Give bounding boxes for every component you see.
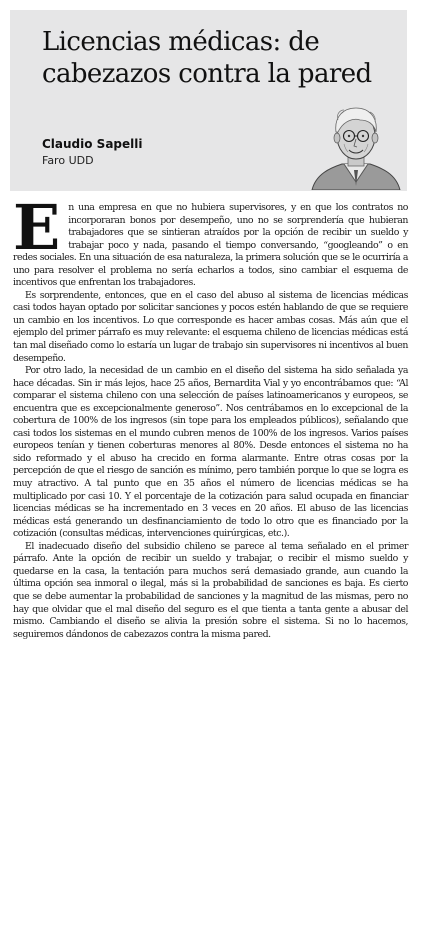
paragraph-2: Es sorprendente, entonces, que en el caso del abuso al sistema de licencias médicas casi todos hayan optado por solicitar sanciones y pocos estén hablando de que se requiere un cambio en los incentivos. Lo que corresponde es hacer ambas cosas. Más aún que el ejemplo del primer párrafo es muy relevante: el esquema chileno de licencias médicas está tan mal diseñado como lo estaría un lugar de trabajo sin supervisores ni incentivos al buen desempeño. <box>13 289 408 364</box>
article-header <box>10 10 407 191</box>
paragraph-1-text: n una empresa en que no hubiera supervisores, y en que los contratos no incorporaran bonos por desempeño, uno no se sorprendería que hubieran trabajadores que se sintieran atraídos por la opción de recibir un sueldo y trabajar poco y nada, pasando el tiempo conversando, “googleando” o en redes sociales. En una situación de esa naturaleza, la primera solución que se le ocurriría a uno para resolver el problema no sería echarlos a todos, sino cambiar el esquema de incentivos que enfrentan los trabajadores. <box>13 202 408 289</box>
article-title: Licencias médicas: de cabezazos contra la pared <box>42 27 372 89</box>
paragraph-4: El inadecuado diseño del subsidio chileno se parece al tema señalado en el primer párrafo. Ante la opción de recibir un sueldo y trabajar, o recibir el mismo sueldo y quedarse en la casa, la tentación para muchos será demasiado grande, aun cuando la última opción sea inmoral o ilegal, más si la probabilidad de sanciones es baja. Es cierto que se debe aumentar la probabilidad de sanciones y la magnitud de las mismas, pero no hay que olvidar que el mal diseño del seguro es el que tienta a tanta gente a abusar del mismo. Cambiando el diseño se alivia la presión sobre el sistema. Si no lo hacemos, seguiremos dándonos de cabezazos contra la misma pared. <box>13 540 408 640</box>
author-name: Claudio Sapelli <box>42 137 143 151</box>
drop-cap: E <box>13 191 61 264</box>
author-portrait <box>308 98 404 190</box>
paragraph-3: Por otro lado, la necesidad de un cambio en el diseño del sistema ha sido señalada ya hace décadas. Sin ir más lejos, hace 25 años, Bernardita Vial y yo encontrábamos que: “Al comparar el sistema chileno con una selección de países latinoamericanos y europeos, se encuentra que es excepcionalmente generoso”. Nos centrábamos en lo excepcional de la cobertura de 100% de los ingresos (sin tope para los empleados públicos), señalando que casi todos los sistemas en el mundo cubren menos de 100% de los ingresos. Varios países europeos tenían y tienen coberturas menores al 80%. Desde entonces el sistema no ha sido reformado y el abuso ha crecido en forma alarmante. Entre otras cosas por la percepción de que el riesgo de sanción es mínimo, pero también porque lo que se logra es muy atractivo. A tal punto que en 35 años el número de licencias médicas se ha multiplicado por casi 10. Y el porcentaje de la cotización para salud ocupada en financiar licencias médicas se ha incrementado en 3 veces en 20 años. El abuso de las licencias médicas está generando un desfinanciamiento de todo lo otro que es financiado por la cotización (consultas médicas, intervenciones quirúrgicas, etc.). <box>13 365 408 540</box>
author-affiliation: Faro UDD <box>42 154 94 167</box>
article-body <box>13 191 408 641</box>
paragraph-1 <box>13 191 408 290</box>
